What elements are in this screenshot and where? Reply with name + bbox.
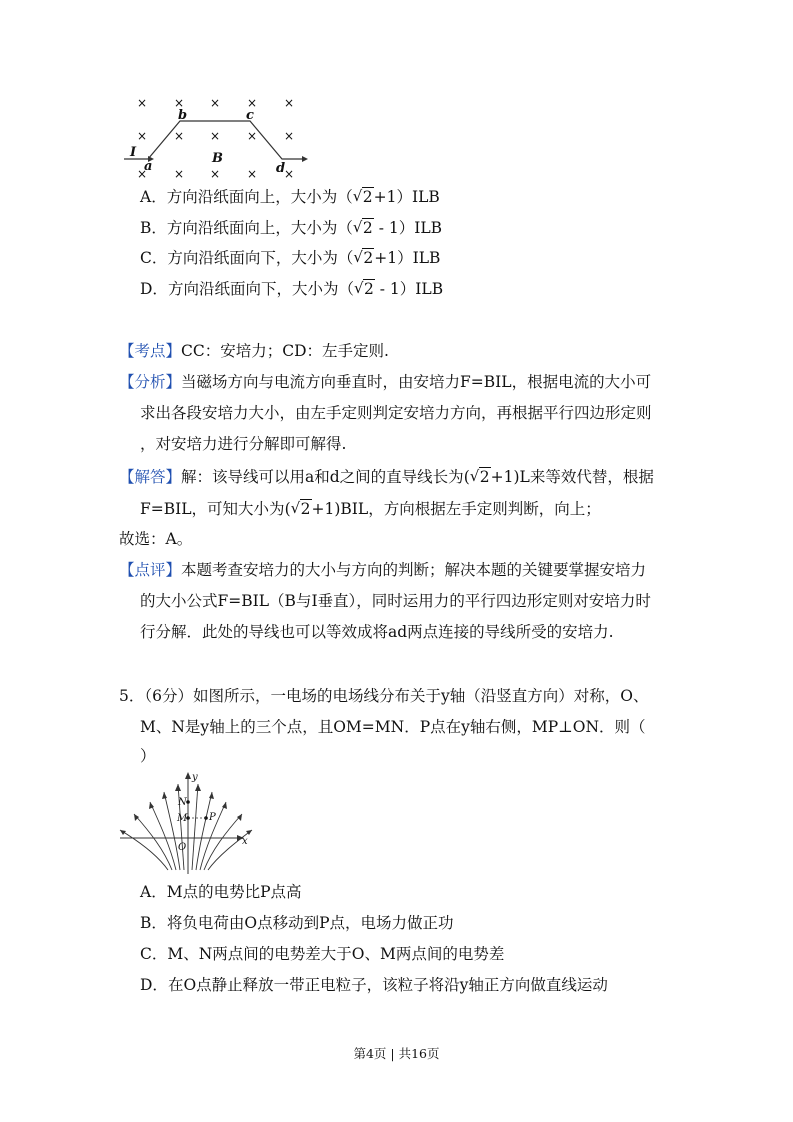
field-line [134, 814, 172, 870]
kaodian-section: 【考点】CC：安培力；CD：左手定则. [119, 342, 389, 360]
field-line [150, 802, 176, 870]
field-line [192, 784, 198, 870]
dianping-line-3: 行分解．此处的导线也可以等效成将ad两点连接的导线所受的安培力. [140, 623, 614, 641]
label-a: a [144, 159, 153, 174]
label-O: O [178, 842, 187, 853]
jieda-line-2: F=BIL，可知大小为(√ 2+1)BIL，方向根据左手定则判断，向上； [140, 499, 601, 519]
q5-stem-line-3: ） [140, 747, 156, 765]
q5-option-c: C．M、N两点间的电势差大于O、M两点间的电势差 [140, 945, 505, 963]
cross-mark: × [246, 167, 258, 181]
cross-mark: × [246, 129, 258, 143]
field-arrow-icon [120, 830, 126, 835]
dianping-line-1: 【点评】本题考查安培力的大小与方向的判断；解决本题的关键要掌握安培力 [119, 561, 647, 579]
label-M: M [177, 813, 188, 824]
cross-mark: × [209, 129, 221, 143]
q5-stem-line-1: 5．（6分）如图所示，一电场的电场线分布关于y轴（沿竖直方向）对称，O、 [119, 687, 649, 705]
fenxi-tag: 【分析】 [119, 373, 182, 391]
label-B: B [212, 151, 223, 166]
label-current-I: I [130, 145, 137, 160]
fenxi-line-1: 【分析】当磁场方向与电流方向垂直时，由安培力F=BIL，根据电流的大小可 [119, 373, 652, 391]
field-arrow-icon [195, 784, 201, 791]
guxuan-line: 故选：A。 [119, 530, 193, 548]
q4-option-c: C．方向沿纸面向下，大小为（√ 2+1）ILB [140, 248, 440, 268]
label-P: P [209, 812, 216, 823]
label-c: c [246, 108, 254, 123]
label-x: x [242, 836, 248, 847]
q5-option-d: D．在O点静止释放一带正电粒子，该粒子将沿y轴正方向做直线运动 [140, 976, 608, 994]
cross-mark: × [136, 96, 148, 110]
q5-option-b: B．将负电荷由O点移动到P点，电场力做正功 [140, 914, 454, 932]
field-arrow-icon [209, 792, 214, 799]
cross-mark: × [283, 96, 295, 110]
cross-mark: × [246, 96, 258, 110]
q4-option-a: A．方向沿纸面向上，大小为（√ 2+1）ILB [140, 187, 440, 207]
field-arrow-icon [149, 802, 154, 809]
y-axis-arrow-icon [185, 772, 191, 779]
cross-mark: × [283, 167, 295, 181]
field-arrow-icon [134, 814, 139, 821]
magnetic-field-figure [118, 92, 318, 184]
cross-mark: × [173, 167, 185, 181]
jieda-tag: 【解答】 [119, 468, 182, 486]
field-line [120, 830, 168, 870]
label-b: b [178, 108, 188, 123]
cross-mark: × [173, 96, 185, 110]
q5-option-a: A．M点的电势比P点高 [140, 883, 302, 901]
cross-mark: × [209, 167, 221, 181]
label-N: N [178, 797, 187, 808]
fenxi-line-3: ，对安培力进行分解即可解得. [140, 435, 347, 453]
cross-mark: × [136, 167, 148, 181]
jieda-line-1: 【解答】解：该导线可以用a和d之间的直导线长为(√ 2+1)L来等效代替，根据 [119, 467, 654, 487]
q5-stem-line-2: M、N是y轴上的三个点，且OM=MN．P点在y轴右侧，MP⊥ON．则（ [140, 718, 646, 736]
cross-mark: × [173, 129, 185, 143]
dianping-tag: 【点评】 [119, 561, 182, 579]
cross-mark: × [283, 129, 295, 143]
field-arrow-icon [222, 802, 227, 809]
dianping-line-2: 的大小公式F=BIL（B与I垂直），同时运用力的平行四边形定则对安培力时 [140, 592, 651, 610]
field-arrow-icon [175, 784, 181, 791]
q4-option-d: D．方向沿纸面向下，大小为（√ 2 - 1）ILB [140, 279, 443, 299]
kaodian-tag: 【考点】 [119, 342, 182, 360]
field-arrow-icon [237, 814, 242, 821]
label-d: d [276, 161, 286, 176]
field-arrow-icon [162, 792, 167, 799]
electric-field-figure [116, 770, 256, 876]
cross-mark: × [136, 129, 148, 143]
label-y: y [192, 772, 198, 783]
q4-option-b: B．方向沿纸面向上，大小为（√ 2 - 1）ILB [140, 218, 442, 238]
page-footer: 第4页 | 共16页 [353, 1046, 440, 1061]
fenxi-line-2: 求出各段安培力大小，由左手定则判定安培力方向，再根据平行四边形定则 [140, 404, 652, 422]
cross-mark: × [209, 96, 221, 110]
exit-arrow-icon [302, 156, 308, 162]
